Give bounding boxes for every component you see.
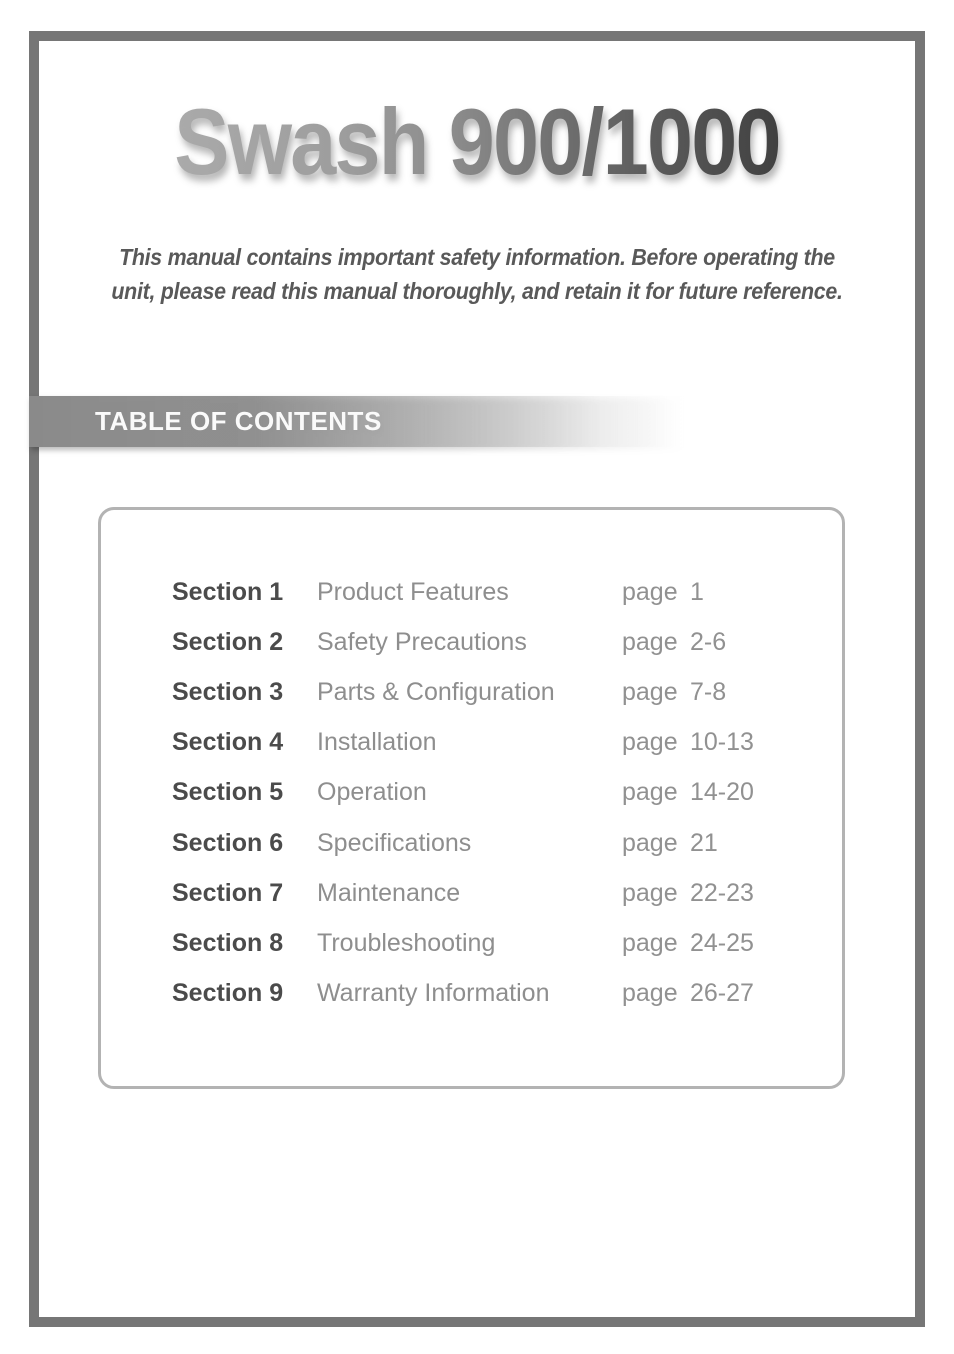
toc-row [172,667,842,717]
toc-row [172,918,842,968]
page-label: page [622,577,678,606]
toc-row [172,868,842,918]
toc-rows [101,510,842,1019]
section-label: Section 8 [172,928,284,957]
toc-header-bar [29,396,726,447]
section-label: Section 1 [172,577,284,606]
page-numbers: 14-20 [690,778,754,807]
toc-header-label: TABLE OF CONTENTS [95,406,382,436]
toc-row [172,567,842,617]
section-title: Product Features [317,577,509,606]
toc-box [98,507,845,1089]
page-label: page [622,878,678,907]
toc-row [172,969,842,1019]
section-label: Section 6 [172,828,284,857]
section-title: Specifications [317,828,472,857]
toc-row [172,818,842,868]
page-label: page [622,728,678,757]
page-label: page [622,627,678,656]
page-numbers: 22-23 [690,878,754,907]
section-label: Section 7 [172,878,284,907]
section-label: Section 5 [172,778,284,807]
section-title: Operation [317,778,427,807]
intro-line-2: unit, please read this manual thoroughly, and retain it for future reference. [111,278,843,304]
page-label: page [622,778,678,807]
section-title: Maintenance [317,878,461,907]
intro-text [33,240,920,308]
section-title: Warranty Information [317,979,550,1008]
page-title [0,88,954,196]
page-numbers: 1 [690,577,704,606]
section-title: Troubleshooting [317,928,496,957]
section-title: Parts & Configuration [317,677,555,706]
page-label: page [622,677,678,706]
page-numbers: 10-13 [690,728,754,757]
page-numbers: 7-8 [690,677,727,706]
page-label: page [622,928,678,957]
section-label: Section 4 [172,728,284,757]
page-numbers: 26-27 [690,979,754,1008]
section-label: Section 9 [172,979,284,1008]
page-numbers: 24-25 [690,928,754,957]
section-title: Safety Precautions [317,627,527,656]
toc-row [172,617,842,667]
page-label: page [622,828,678,857]
section-label: Section 3 [172,677,284,706]
section-title: Installation [317,728,437,757]
toc-row [172,718,842,768]
page-title-text: Swash 900/1000 [174,89,780,194]
toc-row [172,768,842,818]
page-numbers: 2-6 [690,627,727,656]
intro-line-1: This manual contains important safety information. Before operating the [119,244,835,270]
page-label: page [622,979,678,1008]
section-label: Section 2 [172,627,284,656]
page-numbers: 21 [690,828,718,857]
